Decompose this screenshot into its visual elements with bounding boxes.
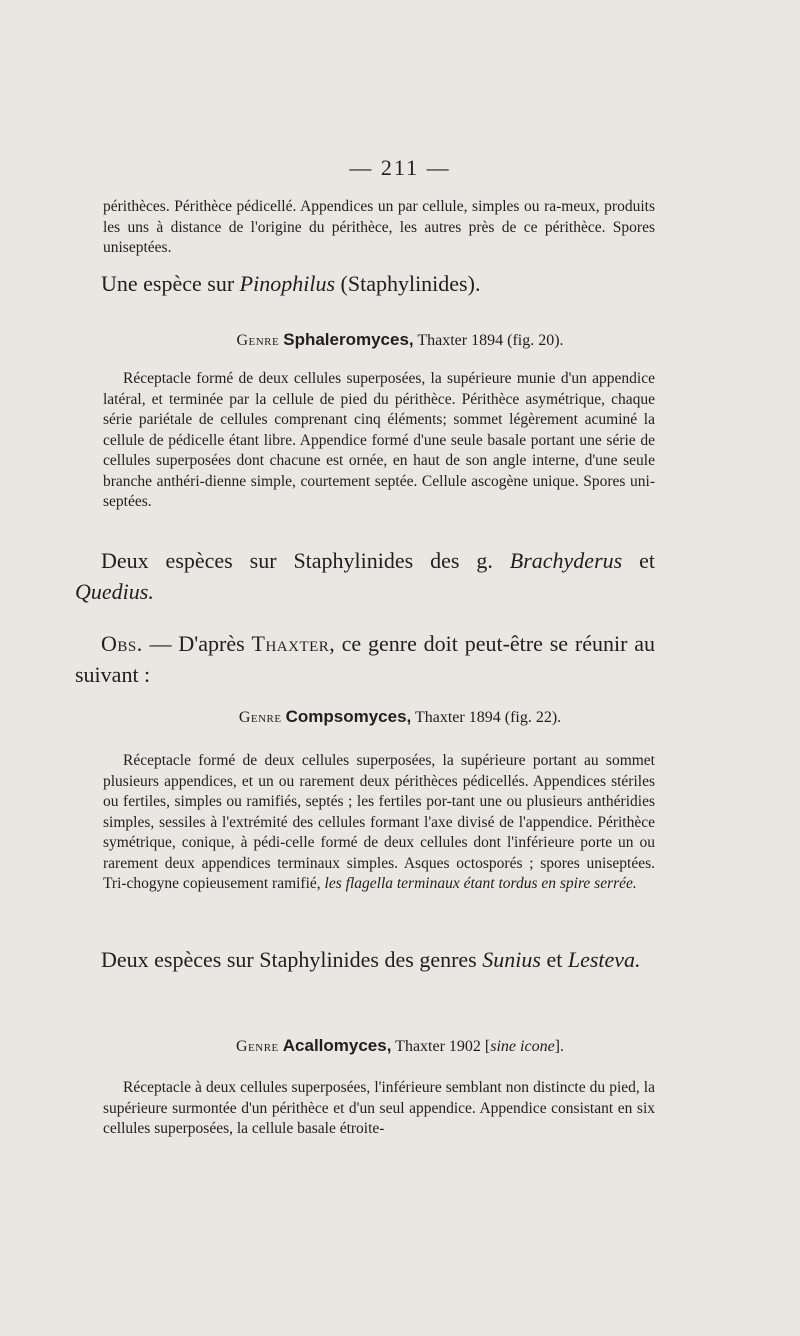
genus-heading-acallomyces: Genre Acallomyces, Thaxter 1902 [sine icone].	[235, 1036, 564, 1055]
genus-heading-sphaleromyces: Genre Sphaleromyces, Thaxter 1894 (fig. 20).	[236, 330, 564, 349]
page-number: — 211 —	[349, 155, 451, 180]
description-compsomyces: Réceptacle formé de deux cellules superposées, la supérieure portant au sommet plusieurs appendices, et un ou rarement deux périthèces pédicellés. Appendices stériles ou fertiles, simples ou ramifiés, septés ; les fertiles por-tant une ou plusieurs anthéridies simples, sessiles à l'extrémité des cellules formant l'axe divisé de l'appendice. Périthèce symétrique, conique, à pédi-celle formé de deux cellules dont l'inférieure porte un ou rarement deux appendices terminaux simples. Asques octosporés ; spores uniseptées. Tri-chogyne copieusement ramifié, les flagella terminaux étant tordus en spire serrée.	[103, 752, 655, 892]
description-sphaleromyces: Réceptacle formé de deux cellules superposées, la supérieure munie d'un appendice latéral, et terminée par la cellule de pied du périthèce. Périthèce asymétrique, chaque série pariétale de cellules comprenant cinq éléments; sommet légèrement acuminé la cellule de pédicelle étant libre. Appendice formé d'une seule basale portant une série de cellules superposées dont chacune est ornée, en haut de son angle interne, d'une seule branche anthéri-dienne simple, courtement septée. Cellule ascogène unique. Spores uni-septées.	[103, 370, 655, 510]
paragraph-perithecium-continued: périthèces. Périthèce pédicellé. Appendices un par cellule, simples ou ra-meux, produits les uns à distance de l'origine du périthèce, les autres près de ce périthèce. Spores uniseptées.	[103, 198, 655, 256]
host-note-sunius: Deux espèces sur Staphylinides des genres Sunius et Lesteva.	[101, 947, 641, 972]
genus-heading-compsomyces: Genre Compsomyces, Thaxter 1894 (fig. 22).	[238, 707, 562, 726]
host-note-brachyderus: Deux espèces sur Staphylinides des g. Brachyderus et Quedius.	[75, 548, 655, 604]
description-acallomyces: Réceptacle à deux cellules superposées, l'inférieure semblant non distincte du pied, la supérieure surmontée d'un périthèce et d'un seul appendice. Appendice consistant en six cellules superposées, la cellule basale étroite-	[103, 1079, 655, 1137]
observation-note: Obs. — D'après Thaxter, ce genre doit peut-être se réunir au suivant :	[75, 631, 655, 687]
host-note-sphaleromyces: Une espèce sur Pinophilus (Staphylinides).	[101, 271, 481, 296]
